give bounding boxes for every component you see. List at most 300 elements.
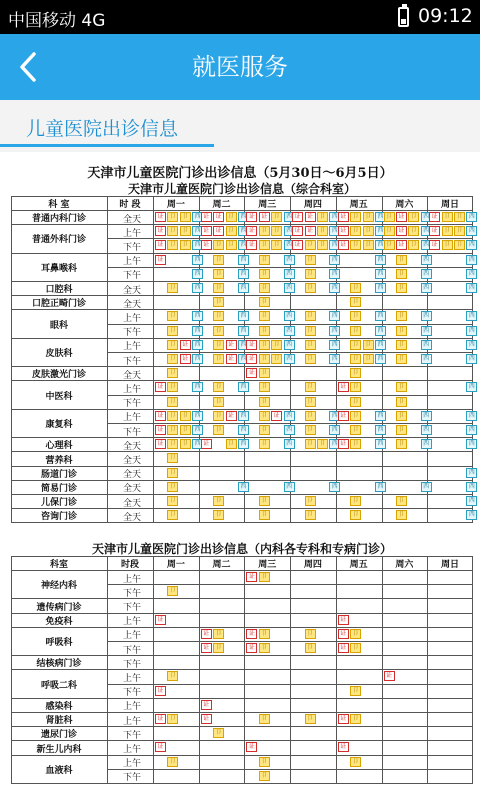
schedule-mark: 证 xyxy=(271,411,282,421)
schedule-mark: 证 xyxy=(338,629,349,639)
schedule-mark: 西 xyxy=(192,283,203,293)
session-label: 下午 xyxy=(122,427,141,438)
schedule-mark: 卩 xyxy=(213,311,224,321)
schedule-mark: 卩 xyxy=(350,354,361,364)
schedule-mark: 卩 xyxy=(213,496,224,506)
schedule-mark: 西 xyxy=(192,425,203,435)
schedule-mark: 证 xyxy=(201,700,212,710)
schedule-mark: 西 xyxy=(284,326,295,336)
schedule-mark: 西 xyxy=(329,283,340,293)
schedule-mark: 卩 xyxy=(167,326,178,336)
grid-line xyxy=(11,627,473,628)
schedule-mark: 证 xyxy=(246,368,257,378)
schedule-mark: 卩 xyxy=(350,757,361,767)
schedule-mark: 卩 xyxy=(213,425,224,435)
schedule-mark: 卩 xyxy=(167,671,178,681)
dept-label: 感染科 xyxy=(45,701,73,712)
schedule-mark: 卩 xyxy=(363,340,374,350)
grid-line xyxy=(11,409,473,410)
schedule-mark: 证 xyxy=(201,439,212,449)
session-label: 全天 xyxy=(122,512,141,523)
schedule-mark: 卩 xyxy=(213,340,224,350)
schedule-mark: 卩 xyxy=(408,226,419,236)
dept-label: 新生儿内科 xyxy=(36,744,82,755)
section-title: 儿童医院出诊信息 xyxy=(26,118,179,140)
schedule-mark: 卩 xyxy=(167,482,178,492)
schedule-mark: 卩 xyxy=(363,226,374,236)
dept-label: 遗尿门诊 xyxy=(40,730,77,741)
schedule-mark: 卩 xyxy=(213,269,224,279)
dept-label: 儿保门诊 xyxy=(40,498,77,509)
schedule-mark: 卩 xyxy=(259,297,270,307)
schedule-mark: 西 xyxy=(421,212,432,222)
schedule-mark: 卩 xyxy=(259,269,270,279)
day-header: 周二 xyxy=(212,200,231,210)
schedule-mark: 卩 xyxy=(396,340,407,350)
day-header: 周日 xyxy=(441,200,460,210)
schedule-mark: 卩 xyxy=(384,226,395,236)
schedule-mark: 卩 xyxy=(396,311,407,321)
grid-line xyxy=(11,338,473,339)
schedule-mark: 卩 xyxy=(350,643,361,653)
schedule-mark: 证 xyxy=(155,439,166,449)
schedule-mark: 卩 xyxy=(384,240,395,250)
schedule-mark: 卩 xyxy=(167,212,178,222)
schedule-mark: 证 xyxy=(155,742,166,752)
schedule-mark: 卩 xyxy=(317,212,328,222)
clock: 09:12 xyxy=(418,5,473,27)
schedule-mark: 证 xyxy=(338,714,349,724)
grid-line xyxy=(107,238,473,239)
session-label: 下午 xyxy=(122,356,141,367)
schedule-mark: 卩 xyxy=(259,771,270,781)
schedule-mark: 西 xyxy=(192,212,203,222)
schedule-mark: 卩 xyxy=(305,425,316,435)
schedule-mark: 卩 xyxy=(396,283,407,293)
schedule-mark: 卩 xyxy=(213,283,224,293)
schedule-mark: 西 xyxy=(329,212,340,222)
schedule-mark: 西 xyxy=(284,340,295,350)
dept-label: 简易门诊 xyxy=(40,483,77,494)
schedule-mark: 西 xyxy=(421,283,432,293)
schedule-mark: 卩 xyxy=(350,368,361,378)
schedule-mark: 证 xyxy=(429,240,440,250)
day-header: 周日 xyxy=(441,560,460,570)
schedule-mark: 证 xyxy=(292,226,303,236)
schedule-mark: 卩 xyxy=(350,226,361,236)
schedule-mark: 卩 xyxy=(396,269,407,279)
schedule-mark: 卩 xyxy=(271,212,282,222)
schedule-mark: 证 xyxy=(155,240,166,250)
schedule-mark: 西 xyxy=(284,482,295,492)
schedule-title: 天津市儿童医院门诊出诊信息（5月30日～6月5日） xyxy=(87,166,393,181)
grid-line xyxy=(107,352,473,353)
dept-label: 皮肤科 xyxy=(45,349,73,359)
dept-label: 中医科 xyxy=(45,391,73,402)
session-label: 上午 xyxy=(122,342,141,353)
schedule-mark: 卩 xyxy=(305,411,316,421)
schedule-mark: 卩 xyxy=(350,382,361,392)
schedule-mark: 卩 xyxy=(442,212,453,222)
carrier-label: 中国移动 4G xyxy=(8,11,106,31)
schedule-mark: 西 xyxy=(375,269,386,279)
grid-line xyxy=(107,395,473,396)
schedule-mark: 西 xyxy=(375,340,386,350)
schedule-mark: 卩 xyxy=(271,340,282,350)
schedule-mark: 卩 xyxy=(396,354,407,364)
schedule-mark: 西 xyxy=(421,226,432,236)
session-label: 上午 xyxy=(122,384,141,395)
schedule-mark: 卩 xyxy=(350,411,361,421)
schedule-mark: 证 xyxy=(155,425,166,435)
session-label: 全天 xyxy=(122,214,141,225)
schedule-mark: 卩 xyxy=(226,439,237,449)
schedule-mark: 西 xyxy=(329,411,340,421)
schedule-mark: 西 xyxy=(375,226,386,236)
schedule-mark: 卩 xyxy=(167,468,178,478)
schedule-mark: 卩 xyxy=(305,439,316,449)
back-button[interactable] xyxy=(10,42,52,90)
schedule-mark: 卩 xyxy=(213,629,224,639)
schedule-mark: 卩 xyxy=(305,269,316,279)
schedule-mark: 西 xyxy=(192,411,203,421)
schedule-mark: 卩 xyxy=(305,510,316,520)
schedule-mark: 西 xyxy=(421,411,432,421)
schedule-mark: 西 xyxy=(284,411,295,421)
schedule-mark: 西 xyxy=(329,255,340,265)
grid-line xyxy=(11,556,473,557)
schedule-mark: 卩 xyxy=(259,240,270,250)
schedule-mark: 西 xyxy=(466,340,477,350)
schedule-mark: 西 xyxy=(375,283,386,293)
schedule-mark: 证 xyxy=(338,240,349,250)
grid-line xyxy=(11,380,473,381)
session-label: 全天 xyxy=(122,299,141,310)
schedule-mark: 卩 xyxy=(213,240,224,250)
schedule-mark: 卩 xyxy=(396,255,407,265)
schedule-mark: 证 xyxy=(396,226,407,236)
schedule-mark: 西 xyxy=(466,255,477,265)
dept-label: 免疫科 xyxy=(45,616,73,627)
day-header: 周三 xyxy=(258,560,277,570)
schedule-mark: 证 xyxy=(246,629,257,639)
schedule-mark: 西 xyxy=(329,240,340,250)
schedule-mark: 证 xyxy=(384,671,395,681)
schedule-mark: 卩 xyxy=(259,354,270,364)
day-header: 周四 xyxy=(303,200,322,210)
schedule-mark: 西 xyxy=(466,439,477,449)
dept-label: 遗传病门诊 xyxy=(36,602,82,613)
nav-bar xyxy=(0,34,480,100)
schedule-mark: 西 xyxy=(421,326,432,336)
schedule-mark: 卩 xyxy=(167,757,178,767)
grid-line xyxy=(11,669,473,670)
schedule-mark: 证 xyxy=(201,629,212,639)
dept-header: 科室 xyxy=(49,560,68,570)
grid-line xyxy=(107,423,473,424)
schedule-mark: 卩 xyxy=(259,496,270,506)
schedule-mark: 卩 xyxy=(396,496,407,506)
schedule-mark: 西 xyxy=(238,354,249,364)
schedule-mark: 西 xyxy=(329,326,340,336)
day-header: 周三 xyxy=(258,200,277,210)
schedule-mark: 西 xyxy=(192,255,203,265)
schedule-mark: 西 xyxy=(192,382,203,392)
schedule-mark: 证 xyxy=(155,714,166,724)
session-label: 全天 xyxy=(122,498,141,509)
schedule-mark: 卩 xyxy=(213,297,224,307)
day-header: 周五 xyxy=(349,560,368,570)
schedule-mark: 证 xyxy=(338,226,349,236)
schedule-mark: 卩 xyxy=(350,439,361,449)
schedule-mark: 卩 xyxy=(305,714,316,724)
schedule-mark: 卩 xyxy=(180,212,191,222)
dept-label: 口腔科 xyxy=(45,285,73,296)
day-header: 周四 xyxy=(303,560,322,570)
schedule-mark: 西 xyxy=(238,240,249,250)
schedule-mark: 西 xyxy=(375,482,386,492)
schedule-mark: 西 xyxy=(375,212,386,222)
schedule-mark: 西 xyxy=(421,354,432,364)
schedule-mark: 卩 xyxy=(305,340,316,350)
schedule-mark: 西 xyxy=(238,411,249,421)
schedule-mark: 卩 xyxy=(350,714,361,724)
schedule-mark: 卩 xyxy=(180,240,191,250)
session-label: 上午 xyxy=(122,257,141,268)
schedule-mark: 卩 xyxy=(305,255,316,265)
schedule-mark: 卩 xyxy=(350,311,361,321)
dept-label: 呼吸科 xyxy=(45,638,73,648)
schedule-mark: 卩 xyxy=(350,686,361,696)
schedule-mark: 卩 xyxy=(305,354,316,364)
schedule-mark: 证 xyxy=(213,226,224,236)
status-bar xyxy=(0,0,480,34)
schedule-mark: 卩 xyxy=(213,397,224,407)
schedule-table xyxy=(11,537,473,783)
session-label: 下午 xyxy=(122,328,141,339)
schedule-mark: 西 xyxy=(284,240,295,250)
session-label: 下午 xyxy=(122,773,141,784)
schedule-mark: 西 xyxy=(192,311,203,321)
schedule-mark: 证 xyxy=(180,354,191,364)
schedule-mark: 西 xyxy=(284,354,295,364)
schedule-mark: 证 xyxy=(338,615,349,625)
schedule-mark: 卩 xyxy=(305,643,316,653)
schedule-mark: 卩 xyxy=(396,397,407,407)
schedule-mark: 证 xyxy=(338,439,349,449)
schedule-mark: 卩 xyxy=(180,411,191,421)
grid-line xyxy=(107,324,473,325)
dept-header: 科 室 xyxy=(48,200,70,210)
schedule-mark: 西 xyxy=(375,240,386,250)
schedule-mark: 证 xyxy=(292,240,303,250)
grid-line xyxy=(107,769,473,770)
schedule-mark: 西 xyxy=(466,496,477,506)
schedule-mark: 卩 xyxy=(259,397,270,407)
dept-label: 康复科 xyxy=(45,420,73,430)
schedule-mark: 西 xyxy=(284,283,295,293)
schedule-mark: 卩 xyxy=(442,226,453,236)
schedule-mark: 卩 xyxy=(396,411,407,421)
schedule-mark: 西 xyxy=(284,425,295,435)
schedule-mark: 卩 xyxy=(167,714,178,724)
schedule-mark: 西 xyxy=(192,240,203,250)
schedule-mark: 卩 xyxy=(350,340,361,350)
schedule-mark: 卩 xyxy=(213,728,224,738)
schedule-mark: 西 xyxy=(329,354,340,364)
day-header: 周一 xyxy=(166,200,185,210)
schedule-mark: 证 xyxy=(226,411,237,421)
schedule-mark: 卩 xyxy=(167,311,178,321)
schedule-mark: 证 xyxy=(201,643,212,653)
schedule-mark: 西 xyxy=(466,354,477,364)
session-label: 上午 xyxy=(122,631,141,642)
schedule-mark: 卩 xyxy=(350,326,361,336)
schedule-mark: 卩 xyxy=(180,439,191,449)
schedule-image xyxy=(0,152,480,800)
schedule-mark: 西 xyxy=(192,354,203,364)
session-label: 下午 xyxy=(122,602,141,613)
schedule-mark: 西 xyxy=(329,425,340,435)
schedule-mark: 卩 xyxy=(180,226,191,236)
schedule-mark: 卩 xyxy=(167,411,178,421)
schedule-mark: 证 xyxy=(155,615,166,625)
session-label: 上午 xyxy=(122,673,141,684)
schedule-mark: 西 xyxy=(466,382,477,392)
schedule-mark: 卩 xyxy=(350,425,361,435)
schedule-mark: 西 xyxy=(329,482,340,492)
session-label: 下午 xyxy=(122,645,141,656)
schedule-mark: 西 xyxy=(192,439,203,449)
dept-label: 神经内科 xyxy=(40,581,77,592)
schedule-mark: 卩 xyxy=(363,240,374,250)
schedule-mark: 西 xyxy=(238,425,249,435)
grid-line xyxy=(11,224,473,225)
schedule-mark: 卩 xyxy=(259,425,270,435)
grid-line xyxy=(107,641,473,642)
schedule-mark: 证 xyxy=(246,354,257,364)
schedule-mark: 证 xyxy=(201,226,212,236)
schedule-mark: 西 xyxy=(238,482,249,492)
schedule-mark: 卩 xyxy=(396,510,407,520)
schedule-mark: 西 xyxy=(284,226,295,236)
dept-label: 结核病门诊 xyxy=(36,659,82,670)
schedule-mark: 西 xyxy=(329,439,340,449)
grid-line xyxy=(11,522,473,523)
schedule-mark: 证 xyxy=(292,212,303,222)
schedule-mark: 西 xyxy=(329,269,340,279)
schedule-mark: 西 xyxy=(192,340,203,350)
schedule-mark: 西 xyxy=(466,269,477,279)
session-label: 下午 xyxy=(122,588,141,599)
table-title: 天津市儿童医院门诊出诊信息（综合科室） xyxy=(127,182,356,196)
schedule-mark: 卩 xyxy=(259,255,270,265)
schedule-mark: 证 xyxy=(338,212,349,222)
schedule-mark: 卩 xyxy=(363,354,374,364)
schedule-mark: 西 xyxy=(284,439,295,449)
schedule-mark: 西 xyxy=(421,269,432,279)
schedule-mark: 卩 xyxy=(259,643,270,653)
schedule-mark: 卩 xyxy=(384,212,395,222)
session-label: 全天 xyxy=(122,455,141,466)
schedule-mark: 证 xyxy=(338,643,349,653)
schedule-mark: 证 xyxy=(155,382,166,392)
dept-label: 血液科 xyxy=(45,765,73,776)
schedule-mark: 卩 xyxy=(167,397,178,407)
schedule-mark: 西 xyxy=(466,240,477,250)
session-label: 下午 xyxy=(122,271,141,282)
schedule-mark: 卩 xyxy=(271,354,282,364)
schedule-mark: 卩 xyxy=(350,510,361,520)
time-header: 时段 xyxy=(120,560,139,570)
schedule-mark: 西 xyxy=(466,326,477,336)
schedule-mark: 卩 xyxy=(305,496,316,506)
session-label: 上午 xyxy=(122,617,141,628)
session-label: 全天 xyxy=(122,370,141,381)
schedule-mark: 证 xyxy=(155,255,166,265)
battery-icon xyxy=(398,7,409,27)
schedule-mark: 西 xyxy=(421,425,432,435)
schedule-mark: 卩 xyxy=(271,240,282,250)
grid-line xyxy=(11,196,473,197)
schedule-mark: 卩 xyxy=(167,283,178,293)
session-label: 下午 xyxy=(122,399,141,410)
schedule-mark: 卩 xyxy=(167,496,178,506)
schedule-mark: 卩 xyxy=(180,425,191,435)
table-title: 天津市儿童医院门诊出诊信息（内科各专科和专病门诊） xyxy=(91,542,392,556)
session-label: 下午 xyxy=(122,688,141,699)
schedule-mark: 证 xyxy=(213,212,224,222)
schedule-mark: 证 xyxy=(180,340,191,350)
grid-line xyxy=(153,196,154,522)
schedule-mark: 西 xyxy=(329,226,340,236)
schedule-mark: 卩 xyxy=(442,240,453,250)
schedule-mark: 卩 xyxy=(213,510,224,520)
schedule-mark: 西 xyxy=(238,269,249,279)
grid-line xyxy=(107,684,473,685)
schedule-mark: 西 xyxy=(466,283,477,293)
schedule-mark: 卩 xyxy=(350,397,361,407)
dept-label: 普通内科门诊 xyxy=(31,214,86,225)
schedule-mark: 西 xyxy=(421,482,432,492)
schedule-mark: 卩 xyxy=(350,629,361,639)
schedule-mark: 证 xyxy=(305,226,316,236)
schedule-mark: 卩 xyxy=(259,714,270,724)
dept-label: 耳鼻喉科 xyxy=(40,263,77,274)
chevron-left-icon xyxy=(10,42,52,90)
schedule-mark: 卩 xyxy=(226,226,237,236)
schedule-mark: 西 xyxy=(238,382,249,392)
schedule-mark: 西 xyxy=(375,411,386,421)
schedule-mark: 证 xyxy=(429,226,440,236)
schedule-mark: 西 xyxy=(238,326,249,336)
schedule-mark: 卩 xyxy=(396,439,407,449)
schedule-mark: 卩 xyxy=(317,240,328,250)
schedule-mark: 卩 xyxy=(305,311,316,321)
schedule-mark: 卩 xyxy=(213,643,224,653)
schedule-mark: 证 xyxy=(338,382,349,392)
schedule-mark: 卩 xyxy=(167,453,178,463)
schedule-mark: 证 xyxy=(429,212,440,222)
schedule-mark: 证 xyxy=(246,572,257,582)
session-label: 上午 xyxy=(122,228,141,239)
schedule-mark: 卩 xyxy=(167,510,178,520)
schedule-mark: 证 xyxy=(246,643,257,653)
schedule-mark: 卩 xyxy=(271,226,282,236)
page-title: 就医服务 xyxy=(192,53,288,81)
dept-label: 普通外科门诊 xyxy=(31,235,86,246)
session-label: 全天 xyxy=(122,285,141,296)
